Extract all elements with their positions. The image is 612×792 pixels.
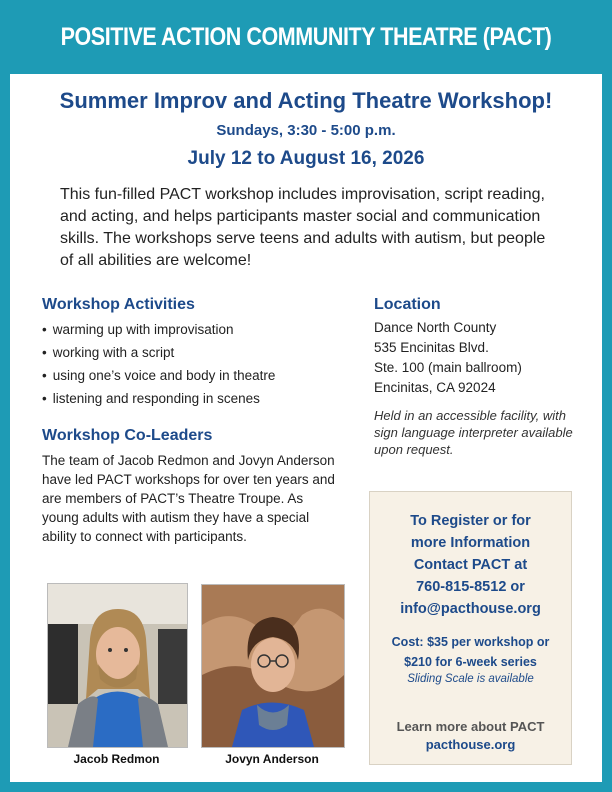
cost-line: Cost: $35 per workshop or [391,635,550,649]
jacob-redmon-photo [47,583,188,748]
event-time: Sundays, 3:30 - 5:00 p.m. [216,122,396,139]
list-item: • warming up with improvisation [42,320,275,343]
register-info [370,510,571,620]
phone-number[interactable]: 760-815-8512 or [416,579,525,595]
register-line: To Register or for [410,513,531,529]
email-link[interactable]: info@pacthouse.org [400,601,541,617]
address-line: 535 Encinitas Blvd. [374,340,489,355]
list-item: • using one’s voice and body in theatre [42,366,275,389]
cost-line: $210 for 6-week series [404,655,537,669]
coleaders-heading: Workshop Co-Leaders [42,427,213,444]
list-item: • listening and responding in scenes [42,389,275,412]
learn-more-label: Learn more about PACT [396,719,545,734]
event-dates: July 12 to August 16, 2026 [187,148,425,169]
header-banner [0,0,612,74]
location-heading: Location [374,296,441,313]
list-item: • working with a script [42,343,275,366]
register-line: Contact PACT at [413,557,528,573]
activities-heading: Workshop Activities [42,296,195,313]
jovyn-anderson-caption: Jovyn Anderson [225,752,319,766]
jovyn-anderson-photo [201,584,345,748]
jacob-redmon-caption: Jacob Redmon [73,752,160,766]
cost-info [370,632,571,672]
learn-more [370,718,571,754]
coleaders-text: The team of Jacob Redmon and Jovyn Anderson have led PACT workshops for over ten years and are members of PACT’s Theatre Troupe. As young adults with autism they have a special ability to connect with participants. [42,453,335,544]
activities-list [42,320,275,412]
accessibility-note: Held in an accessible facility, with sign language interpreter available upon request. [374,408,573,457]
intro-paragraph: This fun-filled PACT workshop includes improvisation, script reading, and acting, and helps participants master social and communication skills. The workshops serve teens and adults with autism, but people of all abilities are welcome! [60,186,546,269]
address-line: Ste. 100 (main ballroom) [374,360,522,375]
address-line: Dance North County [374,320,497,335]
address-line: Encinitas, CA 92024 [374,380,496,395]
sliding-scale-note: Sliding Scale is available [407,673,534,685]
event-title: Summer Improv and Acting Theatre Workshop! [59,88,553,113]
location-address [374,318,522,398]
org-title: POSITIVE ACTION COMMUNITY THEATRE (PACT) [60,23,552,51]
register-line: more Information [410,535,531,551]
register-box [369,491,572,765]
website-link[interactable]: pacthouse.org [425,737,516,752]
